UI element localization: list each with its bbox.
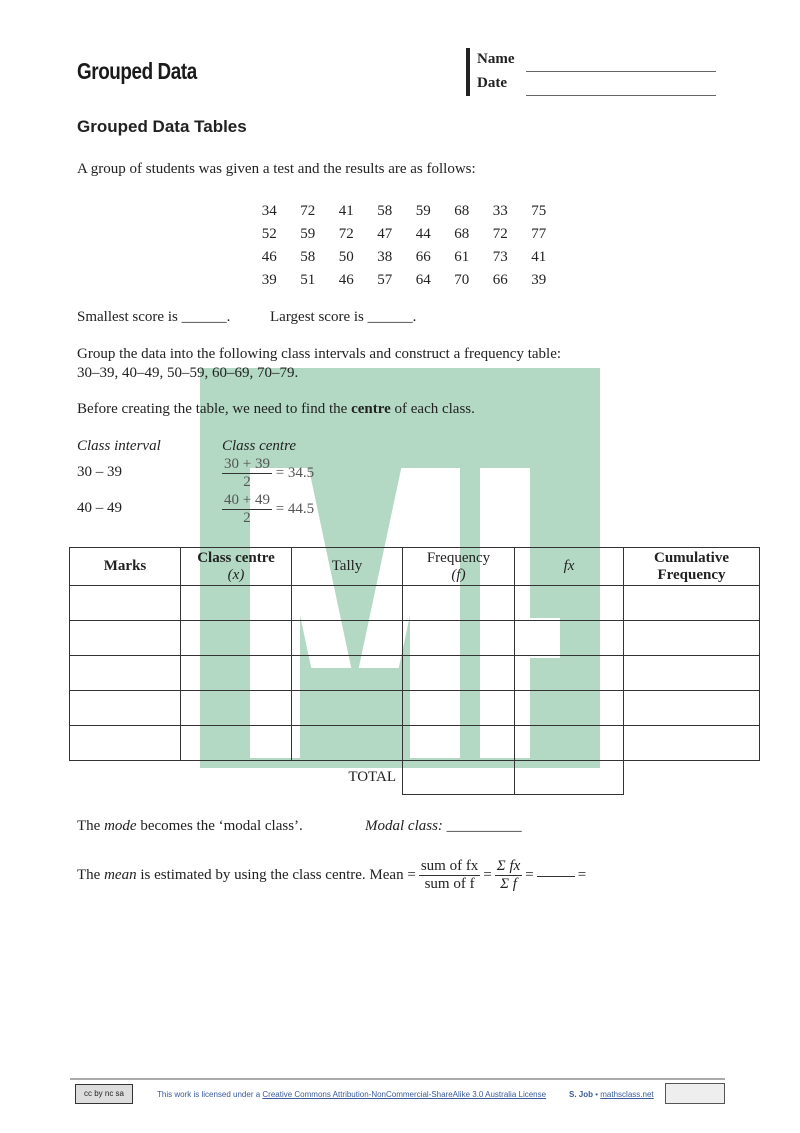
class-interval-heading: Class interval <box>77 438 161 454</box>
fraction <box>495 858 523 893</box>
mean-formula <box>77 858 586 893</box>
date-field[interactable] <box>526 94 716 96</box>
table-row <box>70 726 760 761</box>
denominator: sum of f <box>424 876 475 892</box>
denominator: 2 <box>243 510 251 526</box>
score-value: 72 <box>300 203 316 219</box>
name-label: Name <box>477 51 515 67</box>
section-heading: Grouped Data Tables <box>77 117 247 136</box>
table-cell[interactable] <box>515 586 624 621</box>
table-cell[interactable] <box>181 586 292 621</box>
scores-row <box>250 223 558 246</box>
score-value: 41 <box>338 203 354 219</box>
table-cell[interactable] <box>515 621 624 656</box>
bold-text: centre <box>351 401 391 417</box>
example-interval-2: 40 – 49 <box>77 500 122 516</box>
table-cell[interactable] <box>624 691 760 726</box>
score-value: 66 <box>415 249 431 265</box>
example-interval-1: 30 – 39 <box>77 464 122 480</box>
smallest-score: Smallest score is ______. <box>77 309 231 325</box>
score-value: 39 <box>261 272 277 288</box>
score-value: 58 <box>377 203 393 219</box>
score-value: 77 <box>531 226 547 242</box>
total-fx-cell[interactable] <box>515 761 624 795</box>
text: (f) <box>451 566 466 583</box>
table-cell[interactable] <box>515 656 624 691</box>
score-value: 41 <box>531 249 547 265</box>
table-cell[interactable] <box>181 621 292 656</box>
score-value: 58 <box>300 249 316 265</box>
score-value: 68 <box>454 226 470 242</box>
mathsclass-logo <box>665 1083 725 1104</box>
header-marks <box>70 548 181 586</box>
header-fx <box>515 548 624 586</box>
score-value: 33 <box>492 203 508 219</box>
score-value: 66 <box>492 272 508 288</box>
score-value: 44 <box>415 226 431 242</box>
table-cell[interactable] <box>292 656 403 691</box>
text: Modal class: <box>365 818 443 834</box>
score-value: 46 <box>261 249 277 265</box>
table-cell[interactable] <box>403 586 515 621</box>
fraction <box>419 858 481 893</box>
largest-score: Largest score is ______. <box>270 309 417 325</box>
text: cc by nc sa <box>83 1089 124 1098</box>
instruction-line-2: 30–39, 40–49, 50–59, 60–69, 70–79. <box>77 365 299 381</box>
modal-class <box>365 818 522 835</box>
table-cell[interactable] <box>70 586 181 621</box>
table-cell[interactable] <box>403 621 515 656</box>
text: This work is licensed under a <box>157 1090 263 1099</box>
scores-grid <box>250 200 558 292</box>
text: of each class. <box>390 401 475 417</box>
score-value: 70 <box>454 272 470 288</box>
text: Frequency <box>426 549 491 566</box>
table-cell[interactable] <box>70 656 181 691</box>
table-cell[interactable] <box>624 586 760 621</box>
table-cell[interactable] <box>403 691 515 726</box>
table-cell[interactable] <box>403 656 515 691</box>
text: Marks <box>103 558 147 574</box>
equals: = <box>577 867 587 883</box>
denominator: 2 <box>243 474 251 490</box>
name-field[interactable] <box>526 70 716 72</box>
instruction-line-1: Group the data into the following class intervals and construct a frequency table: <box>77 346 562 362</box>
score-value: 51 <box>300 272 316 288</box>
score-value: 64 <box>415 272 431 288</box>
text: becomes the ‘modal class’. <box>136 818 303 834</box>
text: The <box>77 818 105 834</box>
header-divider <box>466 48 470 96</box>
score-value: 68 <box>454 203 470 219</box>
header-tally <box>292 548 403 586</box>
total-row <box>70 761 760 795</box>
centre-instruction <box>77 401 475 418</box>
cc-license-badge <box>75 1084 133 1104</box>
total-frequency-cell[interactable] <box>403 761 515 795</box>
text: Before creating the table, we need to find the <box>77 401 352 417</box>
text: mode <box>104 818 137 834</box>
header-frequency <box>403 548 515 586</box>
score-value: 57 <box>377 272 393 288</box>
score-value: 34 <box>261 203 277 219</box>
worksheet-title: Grouped Data <box>77 58 197 84</box>
author-credit: S. Job • mathsclass.net <box>569 1090 654 1099</box>
table-cell[interactable] <box>515 691 624 726</box>
empty-cell <box>624 761 760 795</box>
table-header-row <box>70 548 760 586</box>
score-value: 52 <box>261 226 277 242</box>
intro-text: A group of students was given a test and the results are as follows: <box>77 161 476 177</box>
score-value: 72 <box>492 226 508 242</box>
table-cell[interactable] <box>181 726 292 761</box>
table-cell[interactable] <box>624 656 760 691</box>
score-value: 61 <box>454 249 470 265</box>
answer-fraction-blank[interactable] <box>537 875 575 877</box>
text: Cumulative Frequency <box>654 549 729 583</box>
text: mean <box>104 867 137 883</box>
table-cell[interactable] <box>624 621 760 656</box>
table-cell[interactable] <box>292 586 403 621</box>
date-label: Date <box>477 75 507 91</box>
score-value: 47 <box>377 226 393 242</box>
text: (x) <box>227 566 245 583</box>
score-value: 50 <box>338 249 354 265</box>
text: is estimated by using the class centre. Mean = <box>136 867 416 883</box>
header-class-centre <box>181 548 292 586</box>
author: S. Job <box>569 1090 594 1099</box>
total-label: TOTAL <box>348 769 396 786</box>
denominator: Σ f <box>500 876 517 892</box>
class-centre-heading: Class centre <box>222 438 297 454</box>
table-cell[interactable] <box>292 726 403 761</box>
score-value: 72 <box>338 226 354 242</box>
table-cell[interactable] <box>515 726 624 761</box>
score-value: 39 <box>531 272 547 288</box>
scores-row <box>250 269 558 292</box>
table-cell[interactable] <box>624 726 760 761</box>
table-cell[interactable] <box>181 691 292 726</box>
table-cell[interactable] <box>292 621 403 656</box>
header-cumulative-frequency <box>624 548 760 586</box>
equals: = <box>483 867 492 883</box>
mode-text <box>77 818 303 835</box>
score-value: 59 <box>300 226 316 242</box>
table-row <box>70 691 760 726</box>
text <box>77 867 416 884</box>
site-link[interactable]: mathsclass.net <box>600 1090 654 1099</box>
table-row <box>70 656 760 691</box>
score-value: 38 <box>377 249 393 265</box>
scores-row <box>250 200 558 223</box>
text: fx <box>563 558 575 574</box>
numerator: 40 + 49 <box>224 492 270 508</box>
text: Tally <box>331 558 363 574</box>
frequency-table <box>69 547 760 795</box>
table-cell[interactable] <box>292 691 403 726</box>
score-value: 46 <box>338 272 354 288</box>
score-value: 75 <box>531 203 547 219</box>
license-text <box>157 1090 546 1099</box>
score-value: 59 <box>415 203 431 219</box>
numerator: Σ fx <box>496 858 521 874</box>
table-cell[interactable] <box>70 726 181 761</box>
license-link[interactable]: Creative Commons Attribution-NonCommercial-ShareAlike 3.0 Australia License <box>262 1090 547 1099</box>
table-cell[interactable] <box>181 656 292 691</box>
text: Class centre <box>197 549 275 566</box>
scores-row <box>250 246 558 269</box>
score-value: 73 <box>492 249 508 265</box>
modal-class-blank[interactable]: __________ <box>446 818 522 834</box>
table-cell[interactable] <box>403 726 515 761</box>
example-centre-1 <box>222 456 314 491</box>
table-cell[interactable] <box>70 691 181 726</box>
table-row <box>70 621 760 656</box>
table-cell[interactable] <box>70 621 181 656</box>
table-row <box>70 586 760 621</box>
equals: = <box>525 867 534 883</box>
numerator: sum of fx <box>420 858 479 874</box>
example-centre-2 <box>222 492 314 527</box>
result: = 34.5 <box>275 464 315 481</box>
numerator: 30 + 39 <box>224 456 270 472</box>
result: = 44.5 <box>275 500 315 517</box>
footer-divider <box>70 1078 725 1080</box>
text: The <box>77 867 105 883</box>
